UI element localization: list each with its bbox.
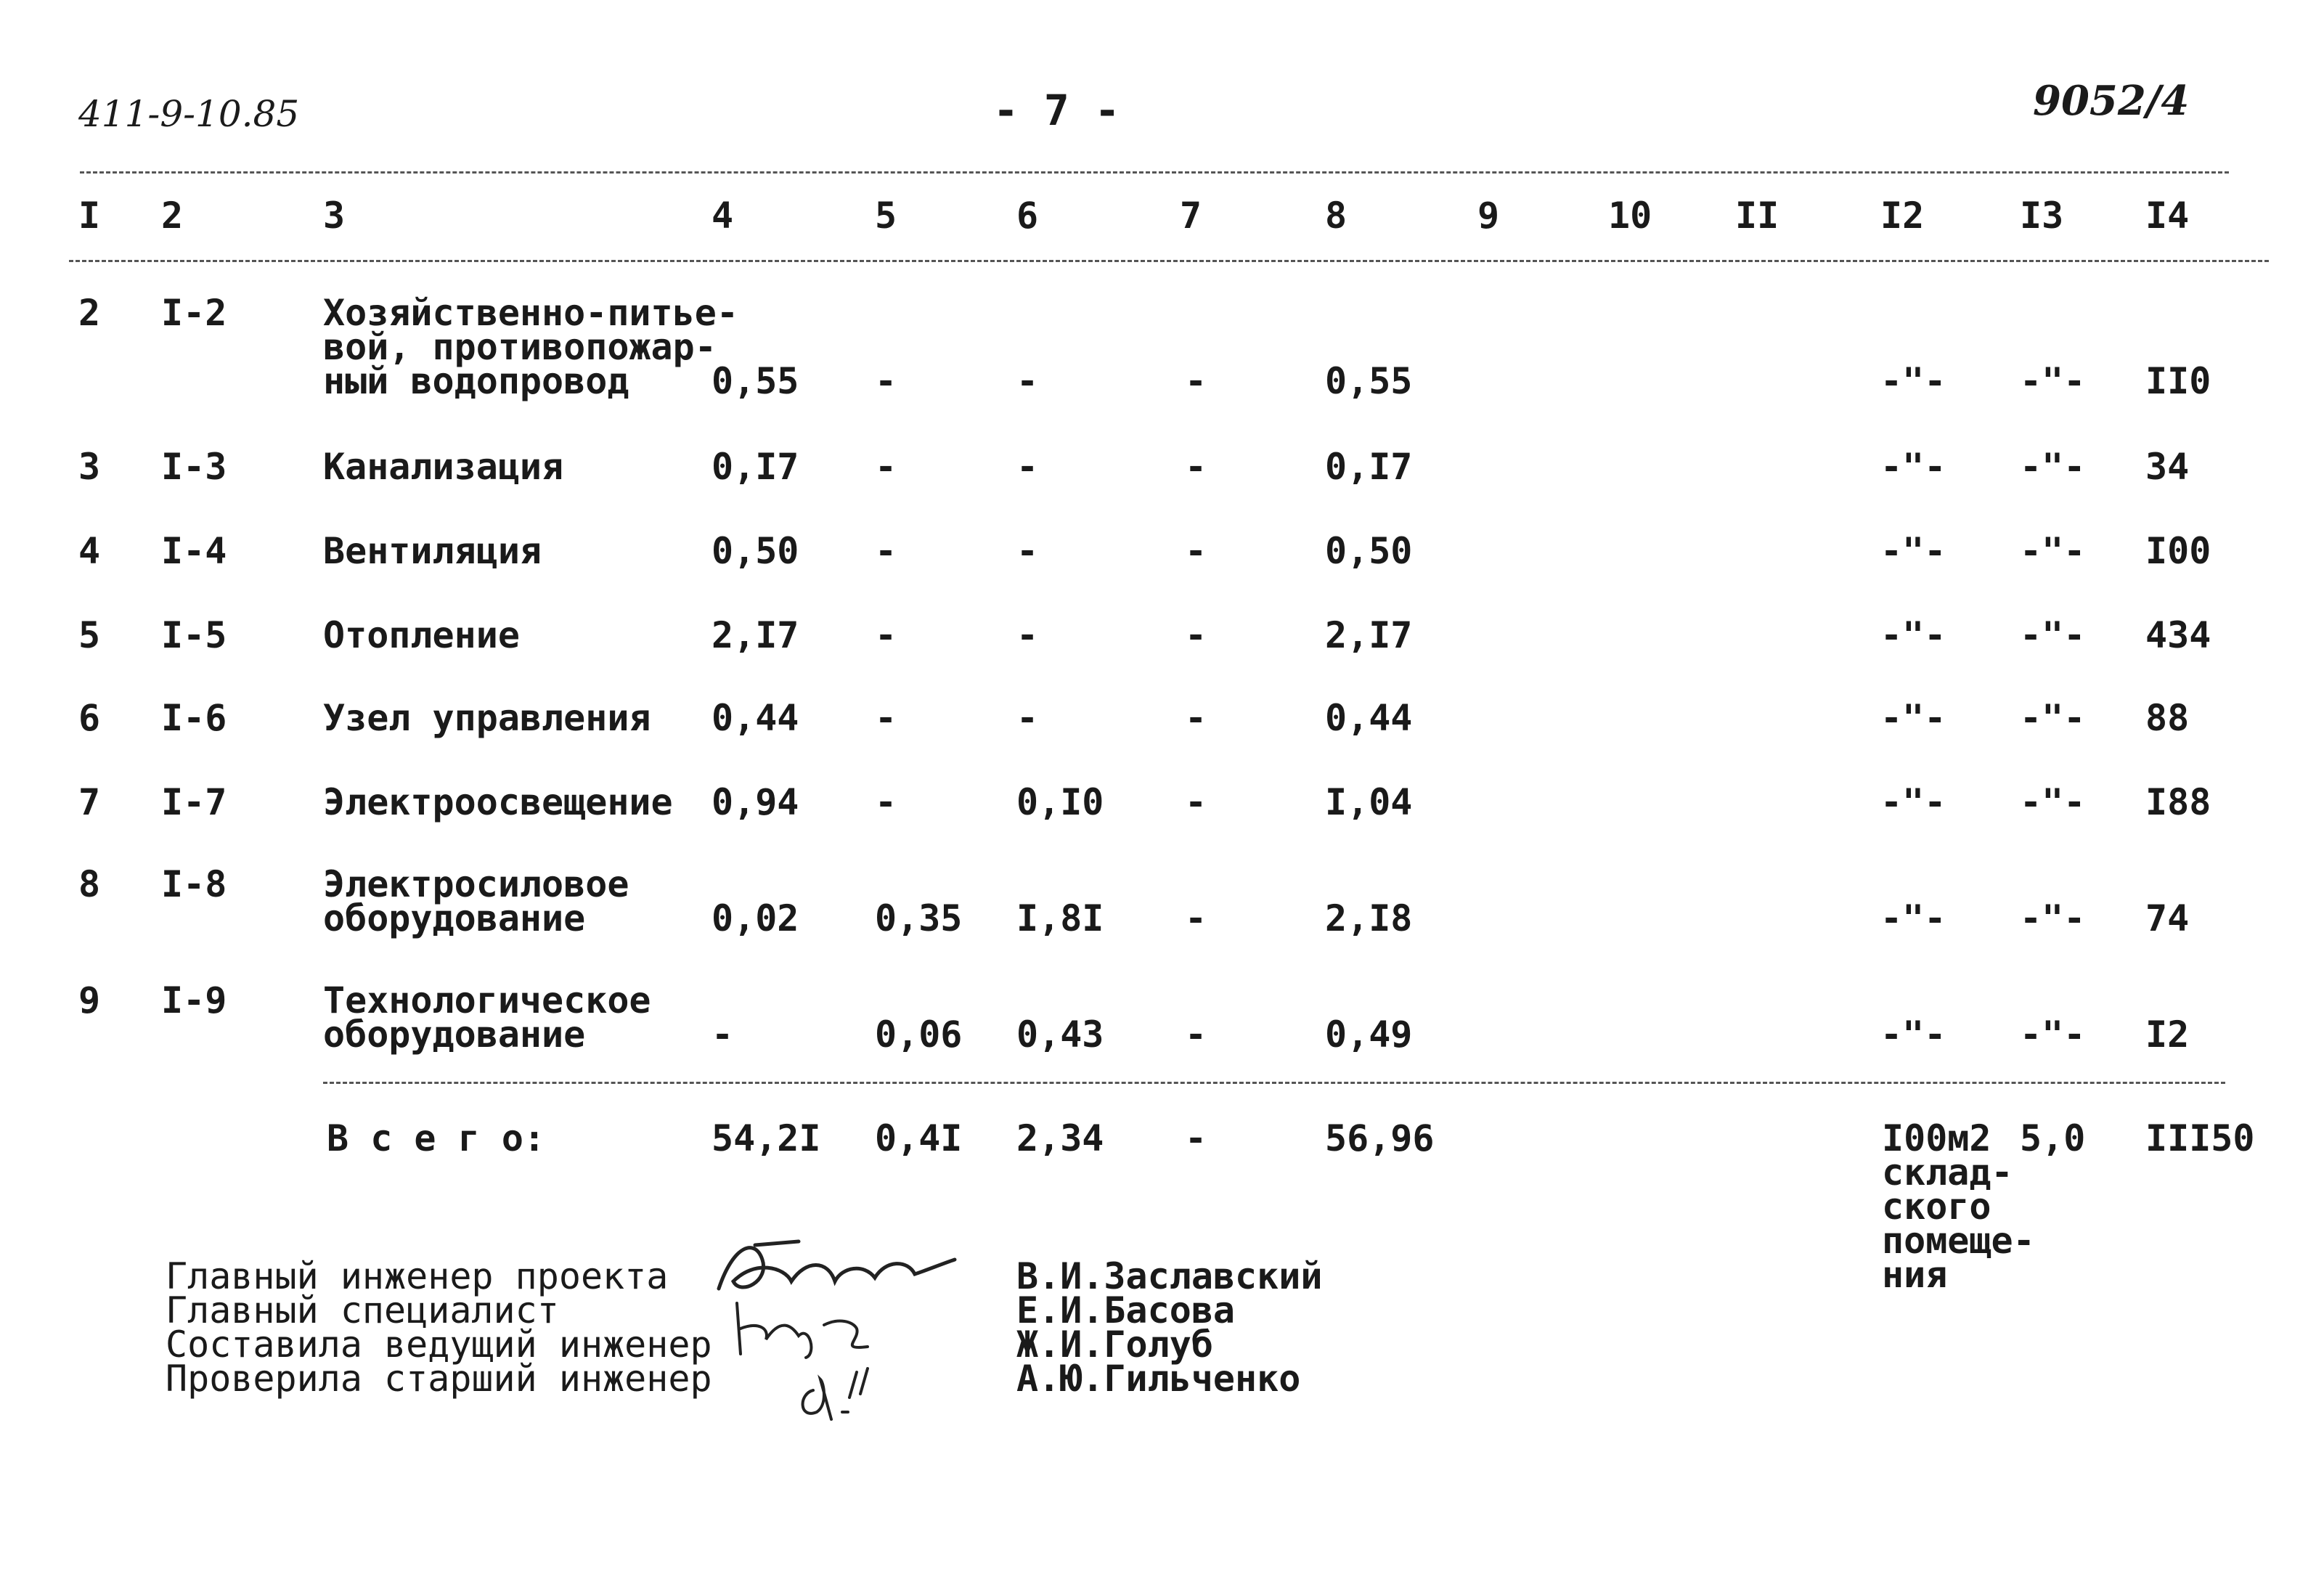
cell-col-13: -"- (2020, 1013, 2086, 1056)
total-col-12 (1882, 1117, 2035, 1296)
cell-col-5: 0,35 (875, 897, 963, 939)
column-header-4: 4 (712, 195, 734, 237)
cell-col-14: I2 (2145, 1013, 2190, 1056)
cell-col-12: -"- (1880, 1013, 1946, 1056)
cell-col-5: - (875, 360, 897, 402)
total-col-12-line: ского (1882, 1186, 1991, 1228)
table-top-rule (80, 171, 2229, 174)
cell-col-4: 0,44 (712, 697, 799, 739)
cell-col-13: -"- (2020, 697, 2086, 739)
row-name-line: Отопление (323, 614, 520, 656)
cell-col-8: 0,44 (1325, 697, 1413, 739)
column-header-8: 8 (1325, 195, 1347, 237)
cell-col-8: 0,I7 (1325, 446, 1413, 488)
total-col-6: 2,34 (1016, 1117, 1104, 1159)
column-header-5: 5 (875, 195, 897, 237)
row-number: 8 (78, 863, 101, 905)
cell-col-13: -"- (2020, 897, 2086, 939)
cell-col-8: 0,55 (1325, 360, 1413, 402)
cell-col-7: - (1185, 897, 1207, 939)
row-code: I-5 (161, 614, 227, 656)
row-code: I-8 (161, 863, 227, 905)
cell-col-7: - (1185, 446, 1207, 488)
row-name-line: оборудование (323, 1013, 586, 1056)
cell-col-7: - (1185, 530, 1207, 572)
total-col-4: 54,2I (712, 1117, 821, 1159)
row-number: 5 (78, 614, 101, 656)
column-header-3: 3 (323, 195, 346, 237)
signature-role: Главный специалист (166, 1289, 559, 1331)
cell-col-7: - (1185, 614, 1207, 656)
cell-col-14: I00 (2145, 530, 2211, 572)
column-header-6: 6 (1016, 195, 1039, 237)
row-number: 2 (78, 292, 101, 334)
signature-name: А.Ю.Гильченко (1016, 1358, 1301, 1400)
signature-role: Проверила старший инженер (166, 1358, 712, 1400)
row-code: I-2 (161, 292, 227, 334)
cell-col-4: 0,55 (712, 360, 799, 402)
row-number: 7 (78, 781, 101, 823)
cell-col-12: -"- (1880, 781, 1946, 823)
row-number: 9 (78, 979, 101, 1021)
column-header-10: 10 (1608, 195, 1652, 237)
signature-role: Главный инженер проекта (166, 1255, 669, 1297)
document-code: 411-9-10.85 (78, 93, 300, 135)
cell-col-12: -"- (1880, 614, 1946, 656)
cell-col-6: - (1016, 446, 1039, 488)
cell-col-5: - (875, 530, 897, 572)
column-header-14: I4 (2145, 195, 2190, 237)
page-number: - 7 - (993, 86, 1120, 135)
cell-col-13: -"- (2020, 781, 2086, 823)
row-name-line: оборудование (323, 897, 586, 939)
cell-col-8: 2,I7 (1325, 614, 1413, 656)
cell-col-14: 434 (2145, 614, 2211, 656)
row-number: 3 (78, 446, 101, 488)
cell-col-6: - (1016, 697, 1039, 739)
total-col-12-line: помеще- (1882, 1220, 2035, 1262)
signature-role: Составила ведущий инженер (166, 1323, 712, 1366)
total-col-7: - (1185, 1117, 1207, 1159)
row-code: I-7 (161, 781, 227, 823)
total-rule (323, 1082, 2225, 1084)
cell-col-6: - (1016, 614, 1039, 656)
cell-col-6: I,8I (1016, 897, 1104, 939)
total-col-14: III50 (2145, 1117, 2255, 1159)
row-number: 6 (78, 697, 101, 739)
cell-col-4: 2,I7 (712, 614, 799, 656)
cell-col-8: 0,49 (1325, 1013, 1413, 1056)
total-col-12-line: I00м2 (1882, 1117, 1991, 1159)
total-col-13: 5,0 (2020, 1117, 2086, 1159)
header-bottom-rule (69, 260, 2269, 262)
cell-col-4: 0,50 (712, 530, 799, 572)
cell-col-6: 0,I0 (1016, 781, 1104, 823)
column-header-7: 7 (1180, 195, 1202, 237)
cell-col-12: -"- (1880, 530, 1946, 572)
cell-col-13: -"- (2020, 360, 2086, 402)
row-name-line: Хозяйственно-питье- (323, 292, 738, 334)
column-header-13: I3 (2020, 195, 2064, 237)
cell-col-14: 74 (2145, 897, 2190, 939)
signature-name: Ж.И.Голуб (1016, 1323, 1213, 1366)
cell-col-7: - (1185, 781, 1207, 823)
row-number: 4 (78, 530, 101, 572)
cell-col-12: -"- (1880, 360, 1946, 402)
cell-col-8: I,04 (1325, 781, 1413, 823)
cell-col-5: - (875, 697, 897, 739)
signature-name: В.И.Заславский (1016, 1255, 1323, 1297)
cell-col-8: 2,I8 (1325, 897, 1413, 939)
total-col-5: 0,4I (875, 1117, 963, 1159)
column-header-1: I (78, 195, 101, 237)
row-code: I-3 (161, 446, 227, 488)
cell-col-5: 0,06 (875, 1013, 963, 1056)
total-label: В с е г о: (327, 1117, 546, 1159)
cell-col-14: II0 (2145, 360, 2211, 402)
total-col-8: 56,96 (1325, 1117, 1435, 1159)
cell-col-5: - (875, 446, 897, 488)
cell-col-6: - (1016, 530, 1039, 572)
row-name-line: Электроосвещение (323, 781, 673, 823)
cell-col-5: - (875, 614, 897, 656)
cell-col-12: -"- (1880, 446, 1946, 488)
row-name-line: ный водопровод (323, 360, 629, 402)
column-header-2: 2 (161, 195, 184, 237)
signature-name: Е.И.Басова (1016, 1289, 1236, 1331)
row-name-line: Технологическое (323, 979, 651, 1021)
cell-col-13: -"- (2020, 446, 2086, 488)
signature-golub (791, 1361, 878, 1427)
cell-col-7: - (1185, 1013, 1207, 1056)
row-name-line: Вентиляция (323, 530, 542, 572)
row-name-line: Узел управления (323, 697, 651, 739)
cell-col-4: 0,94 (712, 781, 799, 823)
column-header-9: 9 (1477, 195, 1500, 237)
cell-col-14: I88 (2145, 781, 2211, 823)
row-name-line: вой, противопожар- (323, 326, 717, 368)
cell-col-4: 0,02 (712, 897, 799, 939)
cell-col-6: 0,43 (1016, 1013, 1104, 1056)
row-code: I-9 (161, 979, 227, 1021)
cell-col-8: 0,50 (1325, 530, 1413, 572)
cell-col-12: -"- (1880, 897, 1946, 939)
cell-col-7: - (1185, 697, 1207, 739)
cell-col-14: 88 (2145, 697, 2190, 739)
row-code: I-6 (161, 697, 227, 739)
total-col-12-line: склад- (1882, 1151, 2013, 1194)
cell-col-4: 0,I7 (712, 446, 799, 488)
cell-col-14: 34 (2145, 446, 2190, 488)
column-header-11: II (1735, 195, 1779, 237)
cell-col-7: - (1185, 360, 1207, 402)
cell-col-6: - (1016, 360, 1039, 402)
column-header-12: I2 (1880, 195, 1925, 237)
cell-col-13: -"- (2020, 614, 2086, 656)
cell-col-5: - (875, 781, 897, 823)
sheet-reference: 9052/4 (2033, 77, 2190, 125)
signature-basova (730, 1296, 882, 1365)
total-col-12-line: ния (1882, 1254, 1948, 1296)
row-name-line: Канализация (323, 446, 564, 488)
cell-col-4: - (712, 1013, 734, 1056)
cell-col-13: -"- (2020, 530, 2086, 572)
row-code: I-4 (161, 530, 227, 572)
row-name-line: Электросиловое (323, 863, 629, 905)
cell-col-12: -"- (1880, 697, 1946, 739)
